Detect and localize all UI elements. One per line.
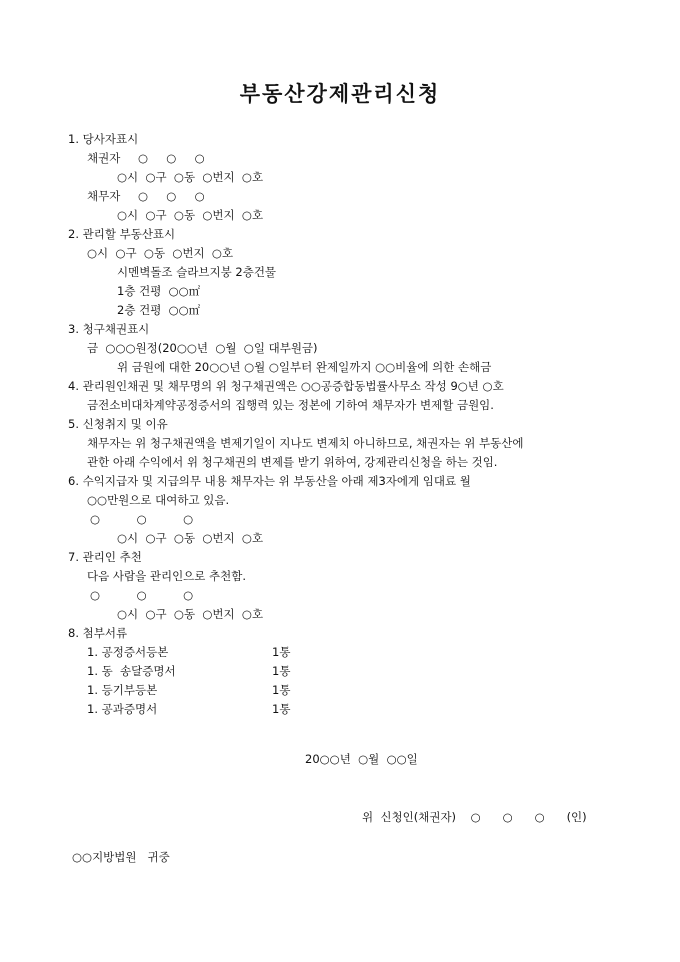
creditor-name: ○ ○ ○ bbox=[138, 151, 205, 165]
debtor-address: ○시 ○구 ○동 ○번지 ○호 bbox=[117, 208, 264, 222]
property-floor-1: 1층 건평 ○○㎡ bbox=[117, 284, 201, 298]
creditor-label: 채권자 bbox=[87, 151, 121, 165]
creditor-address: ○시 ○구 ○동 ○번지 ○호 bbox=[117, 170, 264, 184]
section-5-line-1: 채무자는 위 청구채권액을 변제기일이 지나도 변제치 아니하므로, 채권자는 위 부동산에 bbox=[87, 436, 524, 450]
section-2-heading: 2. 관리할 부동산표시 bbox=[68, 227, 176, 241]
section-3-heading: 3. 청구채권표시 bbox=[68, 322, 150, 336]
section-1-heading: 1. 당사자표시 bbox=[68, 132, 139, 146]
filing-date: 20○○년 ○월 ○○일 bbox=[305, 752, 418, 766]
attachment-count: 1통 bbox=[272, 645, 291, 659]
property-floor-2: 2층 건평 ○○㎡ bbox=[117, 303, 201, 317]
debtor-label: 채무자 bbox=[87, 189, 121, 203]
attachment-count: 1통 bbox=[272, 664, 291, 678]
applicant-signature: 위 신청인(채권자) ○ ○ ○ (인) bbox=[362, 810, 587, 824]
section-5-heading: 5. 신청취지 및 이유 bbox=[68, 417, 168, 431]
attachment-name: 1. 공정증서등본 bbox=[87, 645, 169, 659]
property-address: ○시 ○구 ○동 ○번지 ○호 bbox=[87, 246, 234, 260]
court-addressee: ○○지방법원 귀중 bbox=[72, 850, 170, 864]
attachment-name: 1. 동 송달증명서 bbox=[87, 664, 176, 678]
section-4-line-2: 금전소비대차계약공정증서의 집행력 있는 정본에 기하여 채무자가 변제할 금원임. bbox=[87, 398, 494, 412]
manager-address: ○시 ○구 ○동 ○번지 ○호 bbox=[117, 607, 264, 621]
tenant-name: ○ ○ ○ bbox=[90, 512, 194, 526]
attachment-name: 1. 등기부등본 bbox=[87, 683, 158, 697]
tenant-address: ○시 ○구 ○동 ○번지 ○호 bbox=[117, 531, 264, 545]
document-title: 부동산강제관리신청 bbox=[239, 81, 441, 106]
attachment-count: 1통 bbox=[272, 702, 291, 716]
section-8-heading: 8. 첨부서류 bbox=[68, 626, 128, 640]
section-6-line-2: ○○만원으로 대여하고 있음. bbox=[87, 493, 230, 507]
attachment-name: 1. 공과증명서 bbox=[87, 702, 158, 716]
section-6-line-1: 6. 수익지급자 및 지급의무 내용 채무자는 위 부동산을 아래 제3자에게 임대료 월 bbox=[68, 474, 471, 488]
manager-name: ○ ○ ○ bbox=[90, 588, 194, 602]
property-structure: 시멘벽돌조 슬라브지붕 2층건물 bbox=[117, 265, 277, 279]
section-5-line-2: 관한 아래 수익에서 위 청구채권의 변제를 받기 위하여, 강제관리신청을 하는 것임. bbox=[87, 455, 498, 469]
attachment-count: 1통 bbox=[272, 683, 291, 697]
debtor-name: ○ ○ ○ bbox=[138, 189, 205, 203]
section-4-line-1: 4. 관리원인채권 및 채무명의 위 청구채권액은 ○○공증합동법률사무소 작성 9○년 ○호 bbox=[68, 379, 504, 393]
section-7-heading: 7. 관리인 추천 bbox=[68, 550, 142, 564]
claim-damages: 위 금원에 대한 20○○년 ○월 ○일부터 완제일까지 ○○비율에 의한 손해금 bbox=[117, 360, 492, 374]
claim-amount: 금 ○○○원정(20○○년 ○월 ○일 대부원금) bbox=[87, 341, 318, 355]
section-7-line-1: 다음 사람을 관리인으로 추천함. bbox=[87, 569, 247, 583]
